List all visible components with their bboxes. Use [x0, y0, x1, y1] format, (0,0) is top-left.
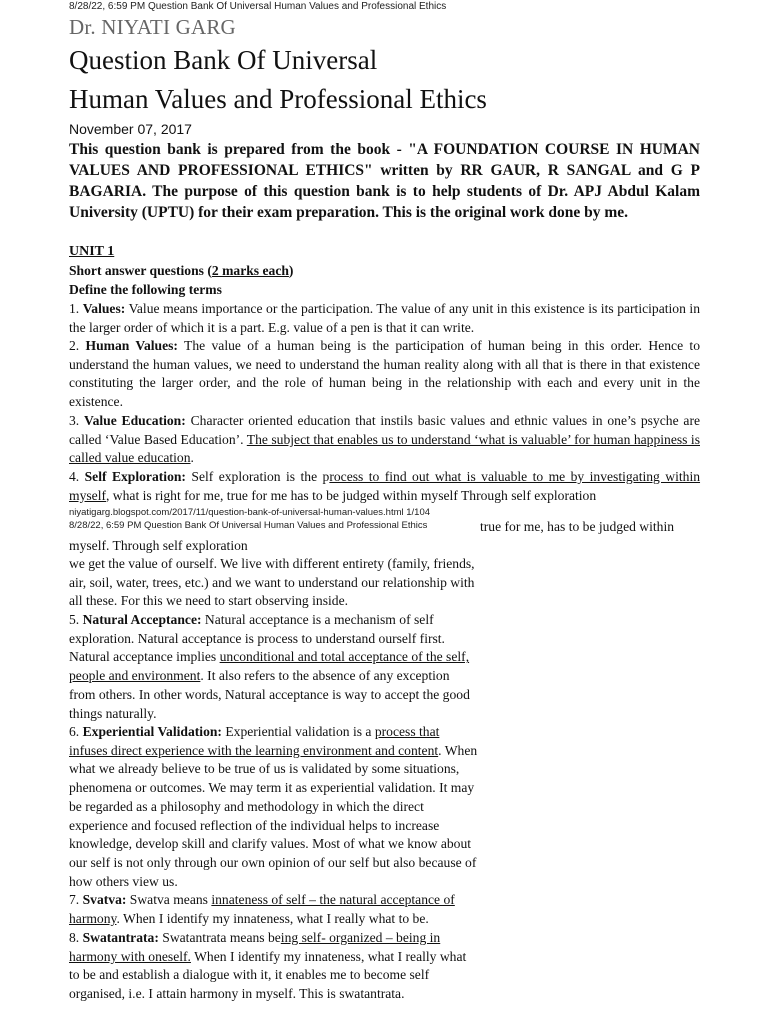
short-prefix: Short answer questions ( — [69, 263, 212, 278]
term-value-education — [69, 412, 700, 468]
term-underlined: innateness of self – the natural acceptance of harmony — [69, 892, 455, 926]
print-header-2: 8/28/22, 6:59 PM Question Bank Of Universal Human Values and Professional Ethics — [69, 520, 428, 531]
term-label: Human Values: — [85, 338, 178, 353]
term-underlined: ing self- organized – being in harmony with oneself. — [69, 930, 441, 964]
print-footer-url[interactable]: niyatigarg.blogspot.com/2017/11/question-bank-of-universal-human-values.html 1/104 — [69, 507, 431, 518]
term-swatantrata — [69, 929, 479, 1004]
define-heading: Define the following terms — [69, 282, 222, 297]
post-title-line-1[interactable]: Question Bank Of Universal — [69, 45, 378, 75]
unit-label: UNIT 1 — [69, 244, 115, 259]
item-number: 3. — [69, 413, 85, 428]
short-marks: 2 marks each — [211, 263, 289, 278]
term-label: Swatantrata: — [82, 930, 159, 945]
term-underlined: unconditional and total acceptance of the self, people and environment — [69, 649, 470, 684]
print-header: 8/28/22, 6:59 PM Question Bank Of Universal Human Values and Professional Ethics — [69, 1, 447, 12]
item-number: 5. — [69, 612, 83, 627]
term-text: Swatantrata means be — [158, 930, 281, 945]
author-name[interactable]: Dr. NIYATI GARG — [69, 15, 236, 39]
term-text-end: . — [190, 450, 194, 466]
term-text: Natural acceptance is a mechanism of self exploration. Natural acceptance is process to understand ourself first. Natural acceptance implies — [69, 612, 445, 665]
term-values — [69, 300, 700, 337]
continuation-paragraph: we get the value of ourself. We live with different entirety (family, friends, air, soil, water, trees, etc.) and we want to understand our relationship with all these. For this we need to start observing inside. — [69, 556, 475, 609]
term-label: Self Exploration: — [84, 469, 186, 484]
unit-heading — [69, 243, 700, 262]
term-self-exploration — [69, 468, 700, 505]
term-natural-acceptance — [69, 611, 479, 723]
term-experiential-validation — [69, 723, 479, 891]
term-text-end: . When I identify my innateness, what I really what to be. — [116, 910, 429, 926]
term-label: Experiential Validation: — [82, 724, 222, 739]
term-text: Swatva means — [126, 892, 212, 907]
term-text: The value of a human being is the participation of human being in this order. Hence to understand the human values, we need to understand the human reality along with all that is there in that existence constituting the larger order, and the role of human being in the relationship with each and every unit in the existence. — [69, 338, 700, 410]
continuation-line-2: myself. Through self exploration — [69, 538, 248, 553]
term-label: Values: — [82, 301, 126, 316]
short-answer-heading — [69, 262, 700, 281]
term-label: Svatva: — [82, 892, 127, 907]
item-number: 6. — [69, 724, 83, 739]
short-suffix: ) — [288, 263, 294, 278]
term-underlined: The subject that enables us to understand ‘what is valuable’ for human happiness is called value education — [69, 431, 700, 466]
term-text: Character oriented education that instils basic values and ethnic values in one’s psyche are called ‘Value Based Education’. — [69, 413, 700, 447]
term-text-end: , what is right for me, true for me has to be judged within myself Through self exploration — [106, 487, 597, 503]
term-label: Natural Acceptance: — [82, 612, 202, 627]
term-underlined: rocess to find out what is valuable to me by investigating within myself — [69, 469, 701, 503]
item-number: 1. — [69, 301, 83, 316]
post-date: November 07, 2017 — [69, 121, 192, 137]
term-svatva — [69, 891, 479, 928]
term-text-end: When I identify my innateness, what I really what to be and establish a dialogue with it, it enables me to become self organised, i.e. I attain harmony in myself. This is swatantrata. — [69, 948, 467, 1002]
continuation-line-1: true for me, has to be judged within — [480, 519, 675, 534]
term-label: Value Education: — [84, 413, 186, 428]
term-text: Value means importance or the participation. The value of any unit in this existence is its participation in the larger order of which it is a part. E.g. value of a pen is that it can write. — [69, 301, 700, 335]
term-text: Self exploration is the p — [185, 469, 330, 484]
item-number: 2. — [69, 338, 86, 353]
intro-paragraph: This question bank is prepared from the book - "A FOUNDATION COURSE IN HUMAN VALUES AND PROFESSIONAL ETHICS" written by RR GAUR, R SANGAL and G P BAGARIA. The purpose of this question bank is to help students of Dr. APJ Abdul Kalam University (UPTU) for their exam preparation. This is the original work done by me. — [69, 141, 700, 221]
post-title-line-2[interactable]: Human Values and Professional Ethics — [69, 84, 487, 114]
term-text-end: . It also refers to the absence of any exception from others. In other words, Natural acceptance is way to accept the good things naturally. — [69, 668, 470, 721]
item-number: 7. — [69, 892, 83, 907]
term-text: Experiential validation is a — [221, 724, 375, 739]
term-underlined: process that infuses direct experience with the learning environment and content — [69, 724, 440, 758]
item-number: 4. — [69, 469, 85, 484]
term-human-values — [69, 337, 700, 412]
term-text-end: . When what we already believe to be true of us is validated by some situations, phenomena or outcomes. We may term it as experiential validation. It may be regarded as a philosophy and methodology in which the direct experience and focused reflection of the individual helps to increase knowledge, develop skill and clarify values. Most of what we know about our self is not only through our own opinion of our self but also because of how others view us. — [69, 742, 478, 889]
item-number: 8. — [69, 930, 83, 945]
